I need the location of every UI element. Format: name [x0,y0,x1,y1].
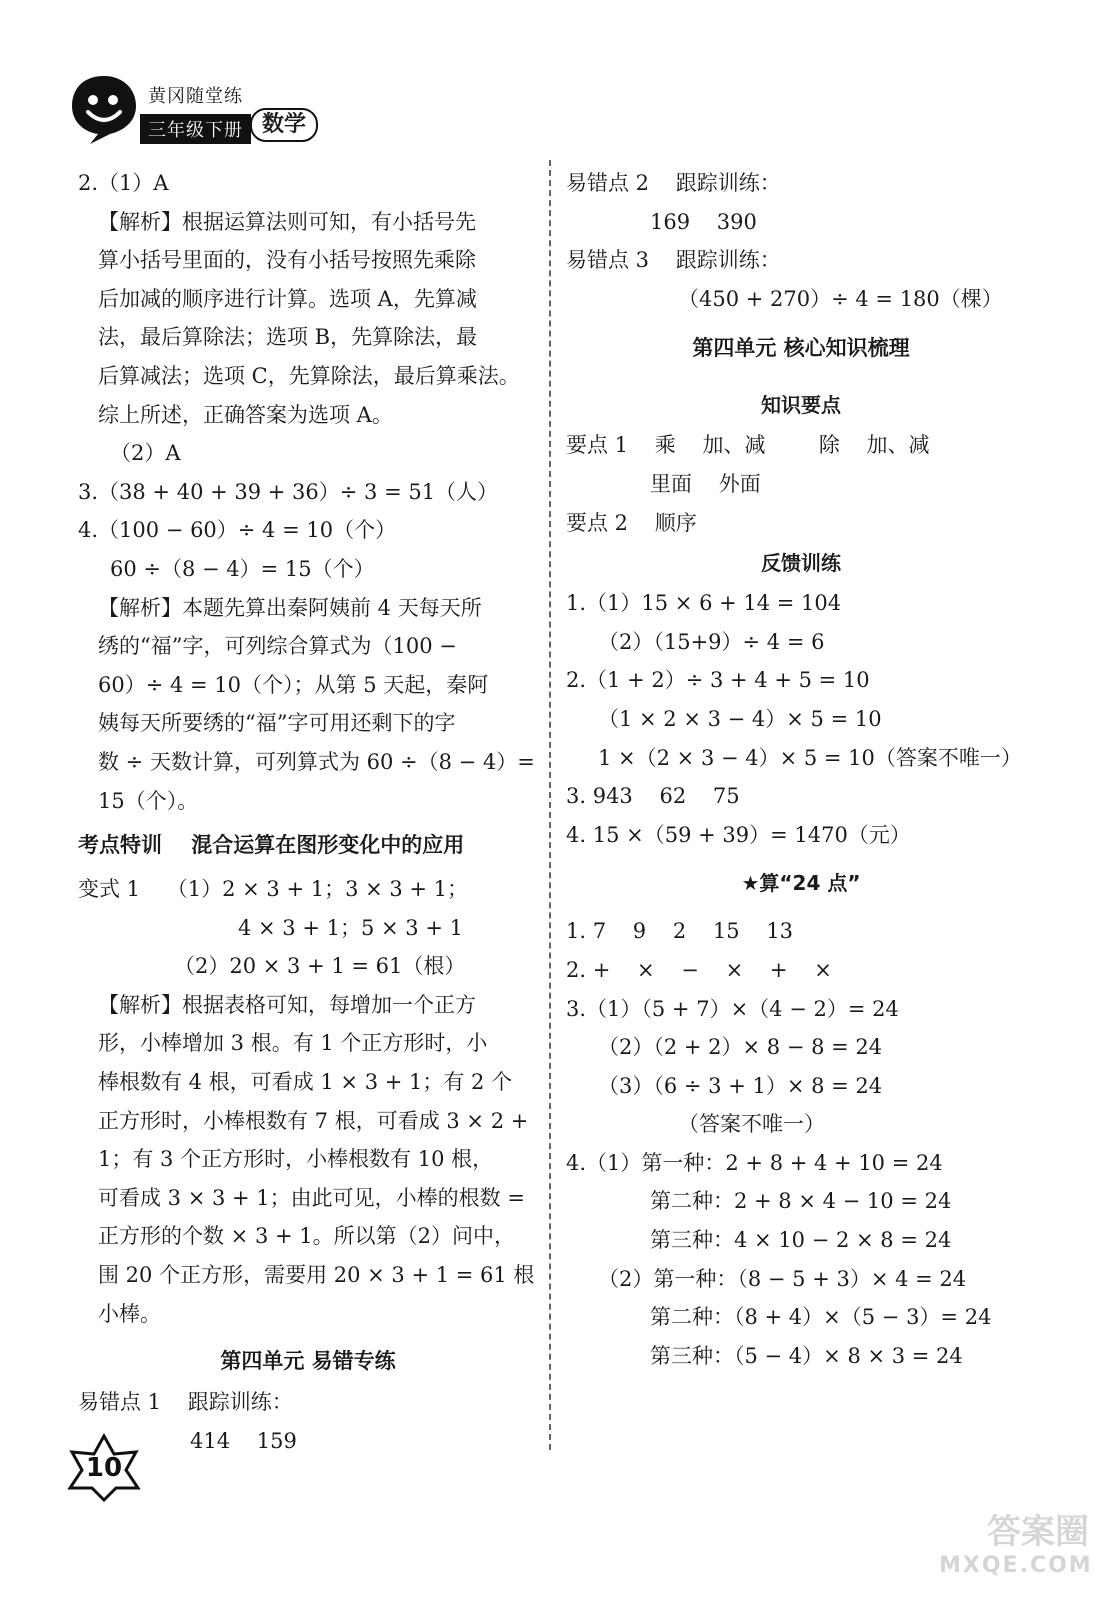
answer-line: 第二种：2 + 8 × 4 − 10 = 24 [650,1189,952,1214]
explanation-line: 数 ÷ 天数计算，可列算式为 60 ÷（8 − 4）= [98,749,535,774]
answer-line: （2）A [110,441,181,466]
explanation-line: 1；有 3 个正方形时，小棒根数有 10 根， [98,1147,494,1172]
answer-line: 第二种：（8 + 4）×（5 − 3）= 24 [650,1305,992,1330]
explanation-line: 15（个）。 [98,788,199,813]
left-column [78,164,538,1460]
explanation-line: 法，最后算除法；选项 B，先算除法，最 [98,325,478,350]
section-heading: 第四单元 核心知识梳理 [692,336,910,361]
answer-line: 2.（1）A [78,171,169,195]
series-name: 黄冈随堂练 [148,86,243,107]
explanation-line: 【解析】本题先算出秦阿姨前 4 天每天所 [98,595,482,620]
explanation-line: 可看成 3 × 3 + 1；由此可见，小棒的根数 = [98,1185,525,1210]
answer-line: （2）（15+9）÷ 4 = 6 [598,629,825,654]
explanation-line: 正方形的个数 × 3 + 1。所以第（2）问中， [98,1224,515,1249]
answer-line: 要点 1 乘 加、减 除 加、减 [566,433,930,458]
answer-line: 1. 7 9 2 15 13 [566,919,794,944]
answer-line: 易错点 3 跟踪训练： [566,248,781,273]
answer-line: 2.（1 + 2）÷ 3 + 4 + 5 = 10 [566,668,870,693]
explanation-line: 【解析】根据表格可知，每增加一个正方 [98,992,476,1017]
answer-line: 易错点 2 跟踪训练： [566,171,781,195]
explanation-line: 算小括号里面的，没有小括号按照先乘除 [98,248,476,273]
answer-line: 3.（38 + 40 + 39 + 36）÷ 3 = 51（人） [78,479,499,504]
subsection-heading: 反馈训练 [761,551,841,576]
answer-line: 169 390 [650,209,757,234]
answer-line: 易错点 1 跟踪训练： [78,1390,293,1415]
section-heading: 考点特训 混合运算在图形变化中的应用 [78,833,465,858]
answer-line: 4.（100 − 60）÷ 4 = 10（个） [78,518,397,543]
answer-line: （3）（6 ÷ 3 + 1）× 8 = 24 [598,1073,883,1098]
answer-line: 60 ÷（8 − 4）= 15（个） [110,556,375,581]
answer-line: （答案不唯一） [678,1112,825,1137]
answer-line: （2）第一种：（8 − 5 + 3）× 4 = 24 [598,1266,967,1291]
answer-line: 1.（1）15 × 6 + 14 = 104 [566,591,842,616]
answer-line: 4 × 3 + 1；5 × 3 + 1 [238,915,463,940]
answer-line: 3.（1）（5 + 7）×（4 − 2）= 24 [566,996,899,1021]
answer-line: （450 + 270）÷ 4 = 180（棵） [678,286,1003,311]
answer-line: 414 159 [190,1428,297,1453]
explanation-line: 绣的“福”字，可列综合算式为（100 − [98,634,457,659]
watermark-url: MXQE.COM [939,1553,1093,1578]
subject-label: 数学 [250,108,318,142]
page-number-badge [64,1432,144,1502]
book-header [68,72,368,162]
explanation-line: 【解析】根据运算法则可知，有小括号先 [98,209,476,234]
explanation-line: 正方形时，小棒根数有 7 根，可看成 3 × 2 + [98,1108,529,1133]
explanation-line: 后加减的顺序进行计算。选项 A，先算减 [98,286,477,311]
subsection-heading: ★算“24 点” [741,871,861,896]
answer-line: 2. + × − × + × [566,957,832,982]
explanation-line: 形，小棒增加 3 根。有 1 个正方形时，小 [98,1031,488,1056]
answer-line: 要点 2 顺序 [566,510,697,535]
explanation-line: 围 20 个正方形，需要用 20 × 3 + 1 = 61 根 [98,1263,535,1288]
smiley-icon [68,72,140,144]
answer-line: 变式 1 （1）2 × 3 + 1；3 × 3 + 1； [78,877,469,902]
answer-line: 里面 外面 [650,471,761,496]
explanation-line: 姨每天所要绣的“福”字可用还剩下的字 [98,711,456,736]
explanation-line: 综上所述，正确答案为选项 A。 [98,402,393,427]
answer-line: 第三种：（5 − 4）× 8 × 3 = 24 [650,1343,963,1368]
explanation-line: 60）÷ 4 = 10（个）；从第 5 天起，秦阿 [98,672,489,697]
answer-line: （2）（2 + 2）× 8 − 8 = 24 [598,1035,883,1060]
explanation-line: 棒根数有 4 根，可看成 1 × 3 + 1；有 2 个 [98,1070,513,1095]
answer-line: （2）20 × 3 + 1 = 61（根） [174,954,466,979]
answer-line: 第三种：4 × 10 − 2 × 8 = 24 [650,1228,952,1253]
answer-line: 3. 943 62 75 [566,784,740,809]
right-column [566,164,1036,1375]
answer-line: 4.（1）第一种：2 + 8 + 4 + 10 = 24 [566,1150,943,1175]
watermark-text: 答案圈 [987,1512,1089,1552]
answer-line: 4. 15 ×（59 + 39）= 1470（元） [566,822,911,847]
section-heading: 第四单元 易错专练 [220,1349,396,1374]
grade-label: 三年级下册 [140,114,251,144]
answer-line: 1 ×（2 × 3 − 4）× 5 = 10（答案不唯一） [598,745,1022,770]
explanation-line: 小棒。 [98,1301,161,1326]
column-divider [549,160,551,1450]
explanation-line: 后算减法；选项 C，先算除法，最后算乘法。 [98,363,520,388]
subsection-heading: 知识要点 [761,393,841,418]
watermark [939,1504,1093,1578]
page-number: 10 [85,1453,123,1483]
answer-line: （1 × 2 × 3 − 4）× 5 = 10 [598,706,882,731]
